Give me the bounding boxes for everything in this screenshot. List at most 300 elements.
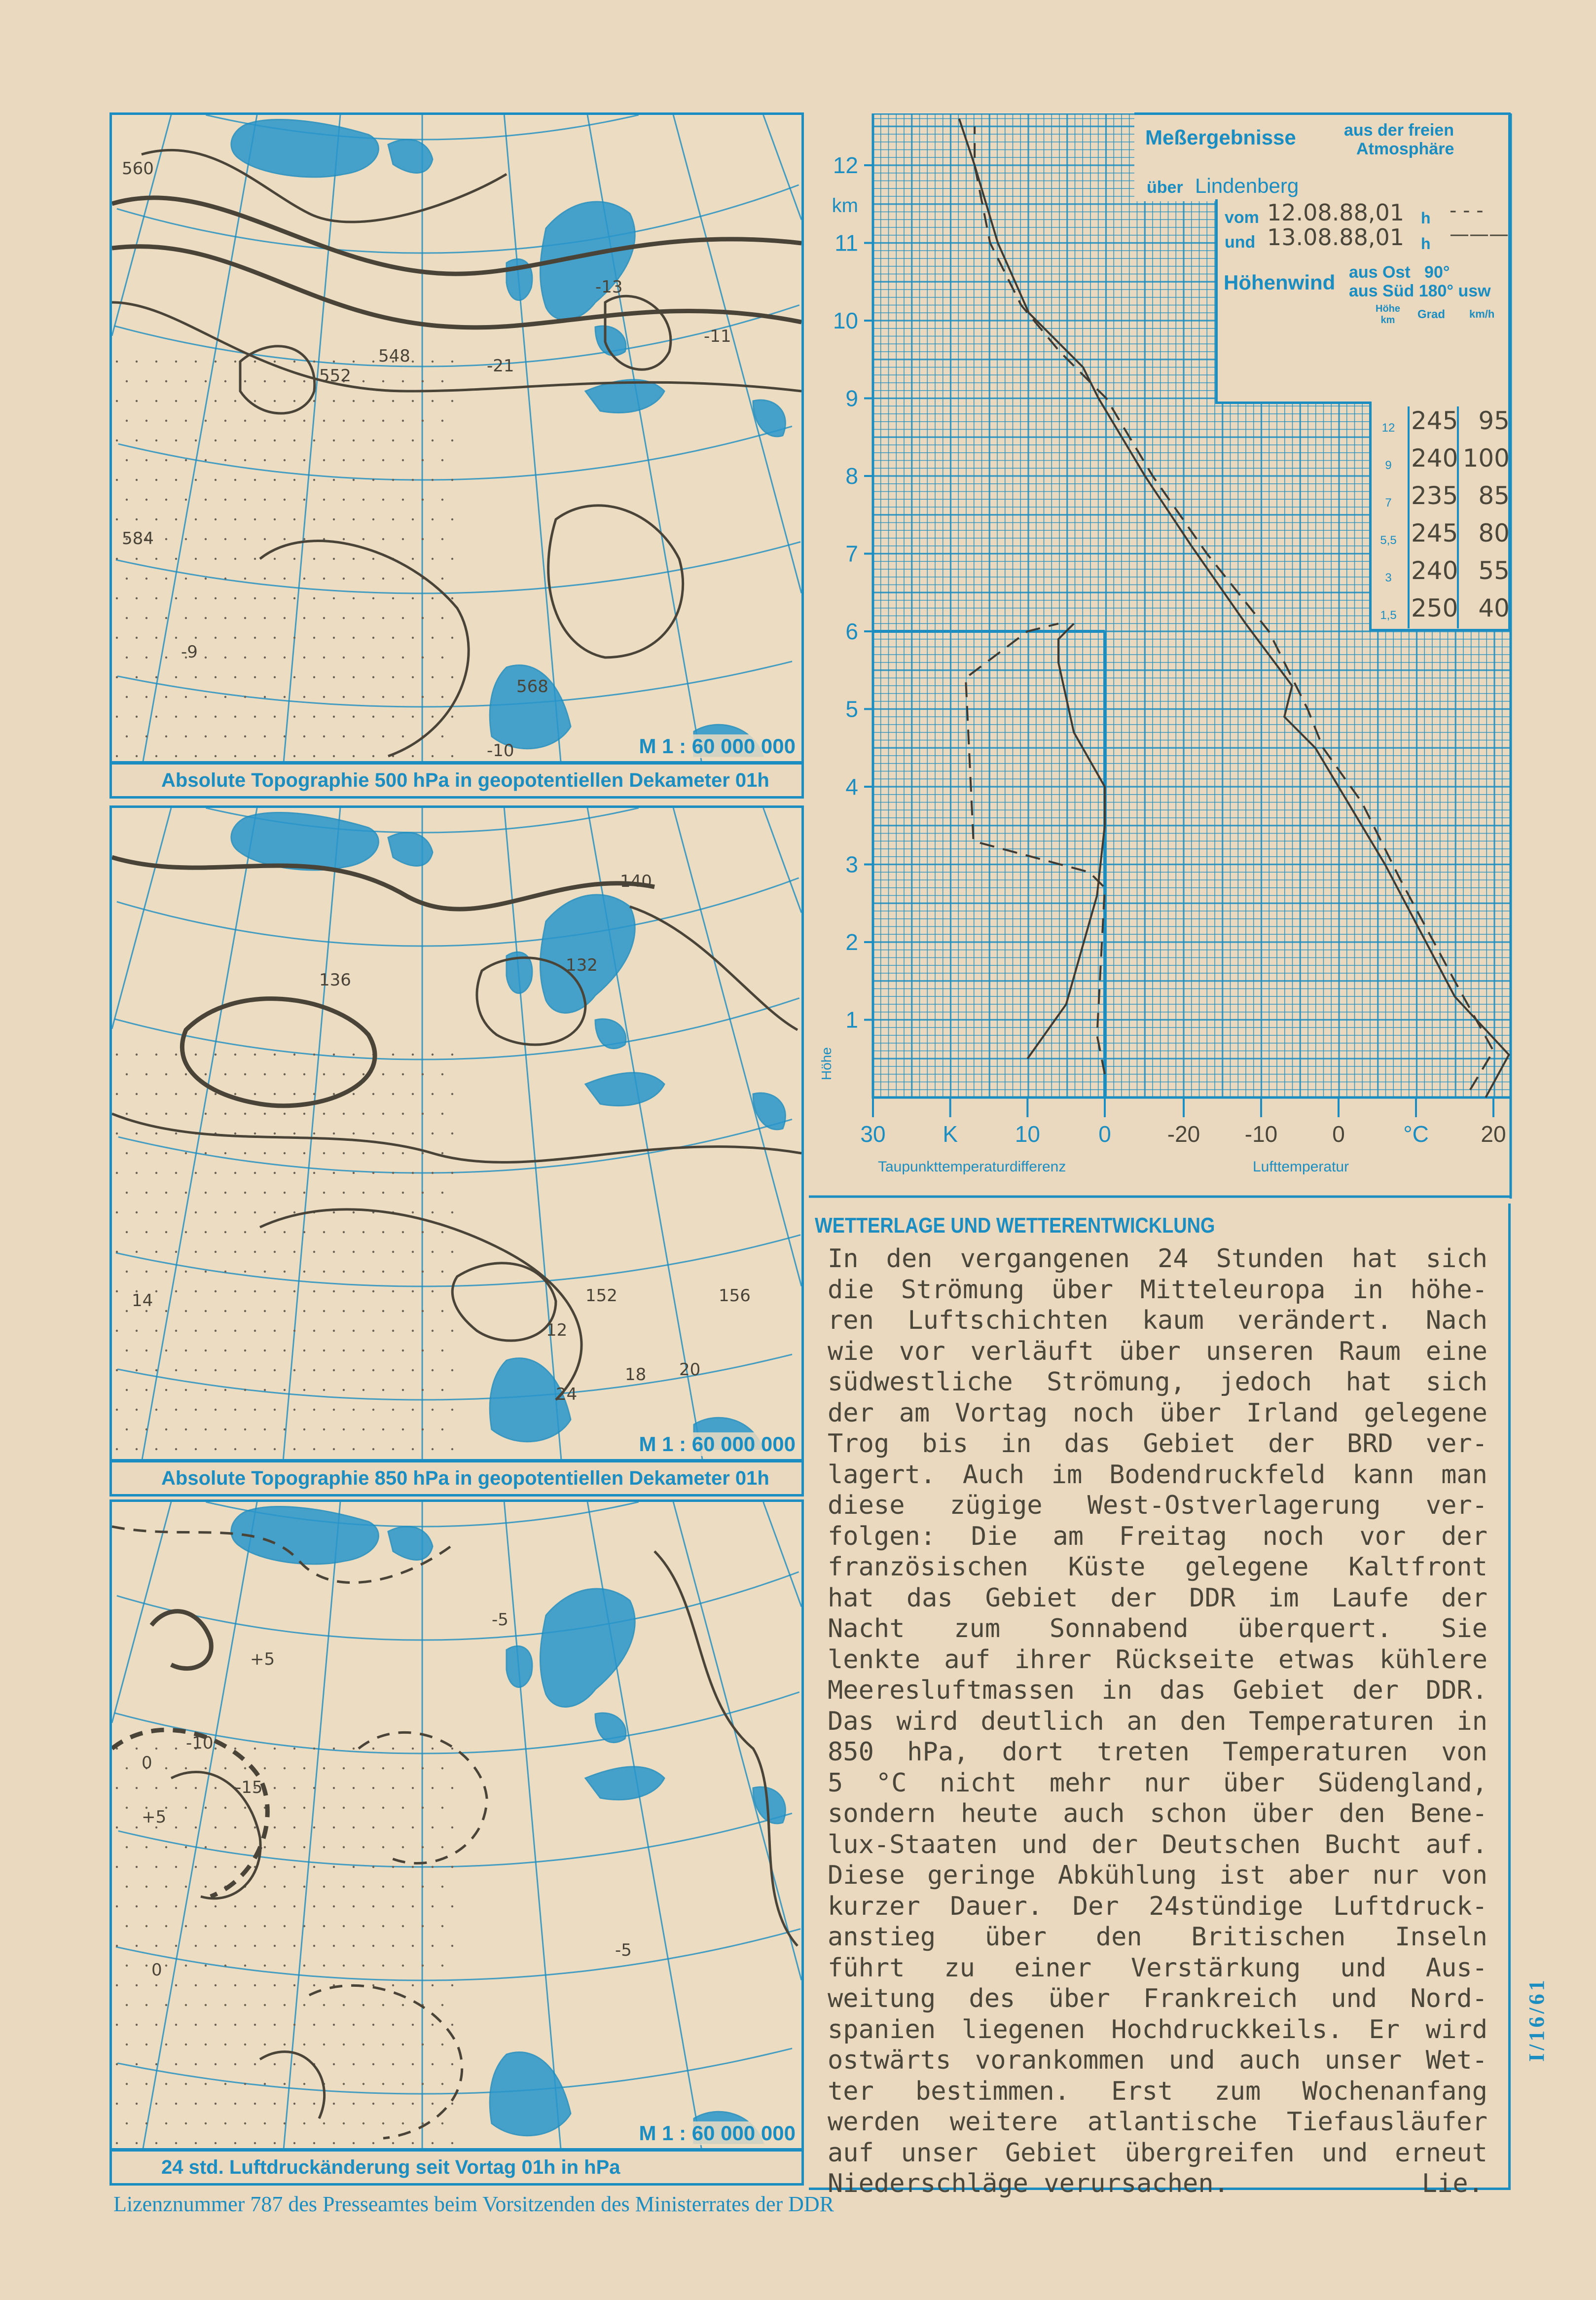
stipple-dot — [185, 1192, 187, 1194]
stipple-dot — [343, 657, 345, 658]
parallel — [116, 1929, 800, 1980]
stipple-dot — [234, 2103, 236, 2105]
stipple-dot — [155, 2142, 157, 2144]
stipple-dot — [284, 380, 286, 382]
stipple-dot — [155, 2063, 157, 2065]
stipple-dot — [244, 617, 246, 619]
stipple-dot — [353, 1905, 355, 1907]
stipple-dot — [155, 1251, 157, 1253]
and-line-style: ——— — [1450, 223, 1509, 246]
stipple-dot — [116, 558, 118, 560]
stipple-dot — [392, 1172, 394, 1174]
stipple-dot — [441, 696, 443, 698]
stipple-dot — [432, 1369, 434, 1371]
meridian — [763, 1502, 801, 1607]
land-area — [585, 1767, 664, 1800]
stipple-dot — [155, 1905, 157, 1907]
stipple-dot — [274, 1172, 276, 1174]
report-line-text: Niederschläge verursachen. — [828, 2169, 1229, 2198]
stipple-dot — [303, 1767, 305, 1769]
stipple-dot — [343, 578, 345, 580]
x-tick-label: -20 — [1167, 1121, 1200, 1147]
stipple-dot — [451, 400, 453, 402]
stipple-dot — [254, 1826, 256, 1828]
stipple-dot — [116, 1290, 118, 1292]
stipple-dot — [274, 1945, 276, 1947]
stipple-dot — [333, 1290, 335, 1292]
aerology-header — [1134, 112, 1511, 201]
stipple-dot — [244, 1192, 246, 1194]
wind-row — [1372, 519, 1511, 556]
stipple-dot — [372, 637, 374, 639]
stipple-dot — [323, 2044, 325, 2045]
stipple-dot — [155, 1093, 157, 1095]
stipple-dot — [195, 1905, 197, 1907]
stipple-dot — [333, 2103, 335, 2105]
wind-note-south: aus Süd 180° usw — [1349, 282, 1491, 300]
stipple-dot — [323, 1113, 325, 1115]
stipple-dot — [451, 1330, 453, 1332]
stipple-dot — [303, 2044, 305, 2045]
stipple-dot — [185, 696, 187, 698]
stipple-dot — [372, 361, 374, 363]
stipple-dot — [284, 1310, 286, 1312]
stipple-dot — [402, 420, 404, 422]
stipple-dot — [195, 1826, 197, 1828]
stipple-dot — [313, 1748, 315, 1750]
stipple-dot — [293, 479, 295, 481]
stipple-dot — [333, 716, 335, 718]
isoline-label: -10 — [186, 1733, 214, 1753]
meridian — [504, 115, 561, 761]
stipple-dot — [303, 617, 305, 619]
stipple-dot — [363, 1965, 364, 1967]
stipple-dot — [224, 2004, 226, 2006]
report-line: diese zügige West-Ostverlagerung ver- — [828, 1491, 1487, 1520]
stipple-dot — [224, 1428, 226, 1430]
stipple-dot — [441, 2044, 443, 2045]
report-line: 5 °C nicht mehr nur über Südengland, — [828, 1768, 1487, 1798]
stipple-dot — [353, 1054, 355, 1056]
stipple-dot — [145, 657, 147, 658]
stipple-dot — [195, 479, 197, 481]
stipple-dot — [145, 1846, 147, 1848]
isoline-label: 24 — [556, 1385, 578, 1404]
stipple-dot — [195, 1945, 197, 1947]
stipple-dot — [254, 1448, 256, 1450]
stipple-dot — [254, 400, 256, 402]
stipple-dot — [363, 1152, 364, 1154]
and-date: 13.08.88,01 — [1267, 224, 1404, 251]
stipple-dot — [215, 1748, 217, 1750]
stipple-dot — [215, 361, 217, 363]
sea-stipple — [116, 361, 453, 757]
stipple-dot — [185, 1231, 187, 1233]
stipple-dot — [441, 2122, 443, 2124]
stipple-dot — [441, 1965, 443, 1967]
parallel — [117, 878, 799, 946]
y-tick-label: 8 — [845, 463, 858, 489]
stipple-dot — [215, 558, 217, 560]
stipple-dot — [234, 2142, 236, 2144]
stipple-dot — [284, 657, 286, 658]
stipple-dot — [422, 2122, 424, 2124]
stipple-dot — [234, 1984, 236, 1986]
stipple-dot — [382, 1846, 384, 1848]
isoline — [548, 506, 683, 657]
report-line: ostwärts vorankommen und auch unser Wet- — [828, 2045, 1487, 2075]
report-line: südwestliche Strömung, jedoch hat sich — [828, 1367, 1487, 1397]
stipple-dot — [333, 439, 335, 441]
stipple-dot — [422, 1192, 424, 1194]
stipple-dot — [195, 1330, 197, 1332]
stipple-dot — [234, 1054, 236, 1056]
stipple-dot — [175, 2103, 177, 2105]
stipple-dot — [392, 1330, 394, 1332]
stipple-dot — [432, 1290, 434, 1292]
stipple-dot — [313, 558, 315, 560]
stipple-dot — [333, 1787, 335, 1789]
stipple-dot — [155, 400, 157, 402]
stipple-dot — [313, 1787, 315, 1789]
stipple-dot — [402, 735, 404, 737]
stipple-dot — [392, 518, 394, 520]
stipple-dot — [215, 518, 217, 520]
stipple-dot — [284, 459, 286, 461]
stipple-dot — [244, 1925, 246, 1927]
stipple-dot — [145, 1886, 147, 1888]
stipple-dot — [116, 1330, 118, 1332]
stipple-dot — [412, 637, 414, 639]
stipple-dot — [293, 1409, 295, 1411]
stipple-dot — [293, 2063, 295, 2065]
parallel — [117, 185, 799, 253]
stipple-dot — [224, 380, 226, 382]
stipple-dot — [363, 2083, 364, 2085]
stipple-dot — [205, 2044, 207, 2045]
stipple-dot — [155, 439, 157, 441]
stipple-dot — [224, 1925, 226, 1927]
stipple-dot — [155, 637, 157, 639]
stipple-dot — [333, 1409, 335, 1411]
stipple-dot — [363, 1389, 364, 1391]
stipple-dot — [412, 439, 414, 441]
stipple-dot — [293, 1826, 295, 1828]
wind-header-degree: Grad — [1417, 308, 1446, 321]
stipple-dot — [313, 1826, 315, 1828]
stipple-dot — [205, 1428, 207, 1430]
stipple-dot — [234, 400, 236, 402]
from-label: vom — [1225, 208, 1259, 227]
stipple-dot — [451, 1945, 453, 1947]
stipple-dot — [343, 2122, 345, 2124]
stipple-dot — [422, 538, 424, 540]
stipple-dot — [392, 439, 394, 441]
stipple-dot — [116, 1132, 118, 1134]
wind-direction: 245 — [1411, 406, 1458, 435]
stipple-dot — [333, 518, 335, 520]
stipple-dot — [432, 1826, 434, 1828]
stipple-dot — [353, 1945, 355, 1947]
stipple-dot — [215, 1448, 217, 1450]
stipple-dot — [284, 1846, 286, 1848]
stipple-dot — [303, 1350, 305, 1351]
stipple-dot — [382, 2004, 384, 2006]
y-unit-label: km — [832, 194, 858, 217]
stipple-dot — [205, 657, 207, 658]
stipple-dot — [333, 755, 335, 757]
stipple-dot — [136, 1054, 138, 1056]
stipple-dot — [284, 1113, 286, 1115]
stipple-dot — [343, 2004, 345, 2006]
stipple-dot — [323, 420, 325, 422]
stipple-dot — [402, 538, 404, 540]
wind-height: 5,5 — [1380, 534, 1397, 547]
isolines — [112, 1527, 798, 2138]
stipple-dot — [165, 1152, 167, 1154]
stipple-dot — [382, 1231, 384, 1233]
stipple-dot — [224, 1767, 226, 1769]
stipple-dot — [116, 1826, 118, 1828]
stipple-dot — [343, 499, 345, 501]
station-prefix: über — [1147, 178, 1183, 197]
stipple-dot — [215, 2103, 217, 2105]
stipple-dot — [234, 518, 236, 520]
stipple-dot — [155, 597, 157, 599]
stipple-dot — [432, 518, 434, 520]
stipple-dot — [372, 1330, 374, 1332]
stipple-dot — [412, 1945, 414, 1947]
stipple-dot — [126, 420, 128, 422]
stipple-dot — [244, 1152, 246, 1154]
isoline-label: 12 — [546, 1320, 568, 1340]
stipple-dot — [254, 1132, 256, 1134]
stipple-dot — [363, 2004, 364, 2006]
stipple-dot — [432, 400, 434, 402]
stipple-dot — [165, 459, 167, 461]
stipple-dot — [195, 2063, 197, 2065]
stipple-dot — [392, 1409, 394, 1411]
stipple-dot — [224, 538, 226, 540]
stipple-dot — [116, 518, 118, 520]
stipple-dot — [293, 1211, 295, 1213]
stipple-dot — [303, 1846, 305, 1848]
stipple-dot — [441, 499, 443, 501]
stipple-dot — [323, 1271, 325, 1273]
stipple-dot — [126, 1428, 128, 1430]
stipple-dot — [422, 1271, 424, 1273]
wind-direction: 250 — [1411, 594, 1458, 622]
meridian — [504, 1502, 561, 2148]
stipple-dot — [254, 1409, 256, 1411]
stipple-dot — [175, 1369, 177, 1371]
stipple-dot — [372, 1172, 374, 1174]
stipple-dot — [165, 1846, 167, 1848]
stipple-dot — [422, 459, 424, 461]
stipple-dot — [264, 380, 266, 382]
stipple-dot — [284, 1965, 286, 1967]
stipple-dot — [205, 617, 207, 619]
stipple-dot — [224, 1807, 226, 1809]
stipple-dot — [372, 1290, 374, 1292]
stipple-dot — [303, 735, 305, 737]
stipple-dot — [293, 1330, 295, 1332]
stipple-dot — [155, 1787, 157, 1789]
stipple-dot — [126, 2083, 128, 2085]
stipple-dot — [293, 1132, 295, 1134]
stipple-dot — [323, 1925, 325, 1927]
stipple-dot — [274, 1290, 276, 1292]
meridian — [673, 808, 801, 1286]
stipple-dot — [185, 1389, 187, 1391]
stipple-dot — [382, 1192, 384, 1194]
stipple-dot — [116, 1172, 118, 1174]
stipple-dot — [224, 1846, 226, 1848]
graticule — [112, 115, 801, 761]
stipple-dot — [205, 1925, 207, 1927]
stipple-dot — [175, 400, 177, 402]
stipple-dot — [215, 1211, 217, 1213]
stipple-dot — [382, 1925, 384, 1927]
stipple-dot — [274, 479, 276, 481]
stipple-dot — [422, 1925, 424, 1927]
stipple-dot — [224, 657, 226, 658]
stipple-dot — [432, 361, 434, 363]
stipple-dot — [274, 1826, 276, 1828]
stipple-dot — [165, 1389, 167, 1391]
stipple-dot — [215, 2063, 217, 2065]
stipple-dot — [293, 716, 295, 718]
stipple-dot — [185, 617, 187, 619]
x-axis-label-temperature: Lufttemperatur — [1253, 1159, 1349, 1175]
stipple-dot — [402, 2122, 404, 2124]
map-scale: M 1 : 60 000 000 — [637, 1432, 798, 1456]
stipple-dot — [422, 1886, 424, 1888]
stipple-dot — [136, 716, 138, 718]
stipple-dot — [155, 1132, 157, 1134]
stipple-dot — [412, 1905, 414, 1907]
stipple-dot — [195, 1369, 197, 1371]
stipple-dot — [293, 518, 295, 520]
stipple-dot — [402, 2083, 404, 2085]
stipple-dot — [392, 1905, 394, 1907]
stipple-dot — [195, 518, 197, 520]
stipple-dot — [224, 459, 226, 461]
isoline-label: 0 — [142, 1753, 152, 1773]
isolines — [112, 857, 801, 1400]
isoline-label: +5 — [250, 1649, 275, 1669]
stipple-dot — [175, 2063, 177, 2065]
stipple-dot — [254, 2142, 256, 2144]
stipple-dot — [392, 1748, 394, 1750]
meridian — [763, 115, 801, 220]
stipple-dot — [205, 1389, 207, 1391]
stipple-dot — [363, 380, 364, 382]
map-500hpa — [109, 112, 804, 764]
stipple-dot — [303, 1925, 305, 1927]
parallel — [118, 1813, 792, 1867]
stipple-dot — [412, 1409, 414, 1411]
stipple-dot — [372, 1093, 374, 1095]
stipple-dot — [224, 1350, 226, 1351]
stipple-dot — [205, 1231, 207, 1233]
stipple-dot — [303, 538, 305, 540]
stipple-dot — [353, 1369, 355, 1371]
stipple-dot — [412, 1448, 414, 1450]
stipple-dot — [343, 1925, 345, 1927]
stipple-dot — [372, 676, 374, 678]
stipple-dot — [205, 1350, 207, 1351]
stipple-dot — [333, 1172, 335, 1174]
stipple-dot — [165, 1192, 167, 1194]
stipple-dot — [205, 2083, 207, 2085]
stipple-dot — [195, 1787, 197, 1789]
stipple-dot — [136, 439, 138, 441]
stipple-dot — [264, 1192, 266, 1194]
stipple-dot — [195, 361, 197, 363]
date-legend — [1215, 199, 1511, 258]
isoline-label: -5 — [492, 1610, 508, 1630]
stipple-dot — [313, 518, 315, 520]
stipple-dot — [244, 1428, 246, 1430]
stipple-dot — [254, 1748, 256, 1750]
stipple-dot — [136, 1905, 138, 1907]
stipple-dot — [303, 1428, 305, 1430]
stipple-dot — [422, 420, 424, 422]
stipple-dot — [451, 1054, 453, 1056]
stipple-dot — [402, 1152, 404, 1154]
stipple-dot — [274, 1330, 276, 1332]
stipple-dot — [333, 1448, 335, 1450]
side-code: I/16/61 — [1524, 1977, 1549, 2062]
isoline-label: 14 — [132, 1291, 153, 1311]
stipple-dot — [116, 1369, 118, 1371]
wind-speed: 80 — [1478, 519, 1510, 548]
stipple-dot — [175, 1251, 177, 1253]
stipple-dot — [392, 716, 394, 718]
stipple-dot — [333, 361, 335, 363]
stipple-dot — [313, 1945, 315, 1947]
report-line: die Strömung über Mitteleuropa in höhe- — [828, 1275, 1487, 1305]
stipple-dot — [451, 518, 453, 520]
meridian — [143, 115, 257, 761]
stipple-dot — [215, 597, 217, 599]
stipple-dot — [303, 380, 305, 382]
stipple-dot — [244, 459, 246, 461]
stipple-dot — [165, 1310, 167, 1312]
stipple-dot — [372, 518, 374, 520]
stipple-dot — [195, 2142, 197, 2144]
stipple-dot — [402, 617, 404, 619]
stipple-dot — [224, 420, 226, 422]
stipple-dot — [372, 1748, 374, 1750]
stipple-dot — [363, 1846, 364, 1848]
wind-direction: 245 — [1411, 519, 1458, 548]
stipple-dot — [274, 2063, 276, 2065]
stipple-dot — [402, 1113, 404, 1115]
stipple-dot — [313, 597, 315, 599]
stipple-dot — [234, 1290, 236, 1292]
stipple-dot — [293, 1866, 295, 1868]
station-name: Lindenberg — [1195, 174, 1299, 197]
stipple-dot — [382, 459, 384, 461]
land-area — [388, 1527, 433, 1560]
stipple-dot — [116, 2103, 118, 2105]
stipple-dot — [155, 479, 157, 481]
stipple-dot — [234, 1409, 236, 1411]
stipple-dot — [136, 1866, 138, 1868]
stipple-dot — [165, 1886, 167, 1888]
